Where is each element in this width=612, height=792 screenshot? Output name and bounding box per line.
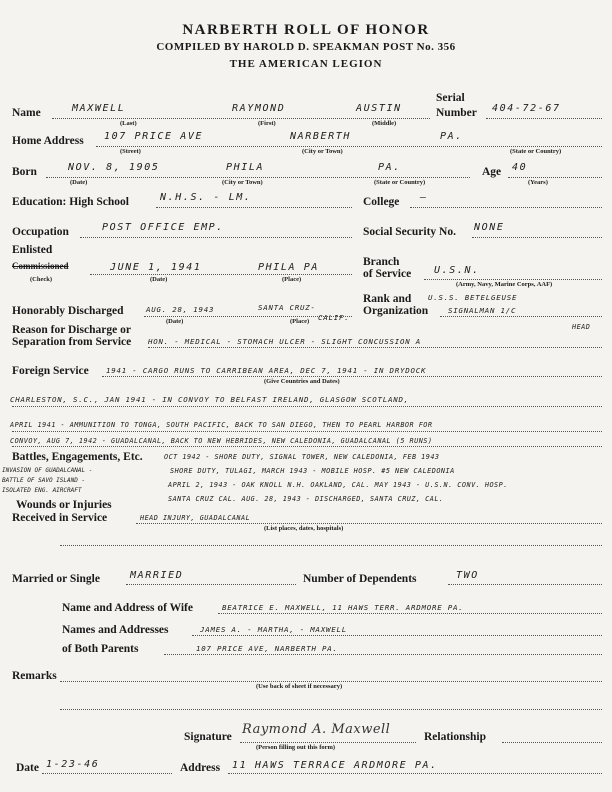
caption-discharged-place: (Place)	[290, 318, 310, 325]
caption-first: (First)	[258, 120, 276, 127]
form-title: NARBERTH ROLL OF HONOR	[182, 22, 430, 38]
enlisted-label: Enlisted	[12, 244, 53, 256]
parents-line-2	[164, 654, 602, 655]
foreign-service-label: Foreign Service	[12, 365, 89, 377]
caption-city: (City or Town)	[302, 148, 343, 155]
born-state-value: PA.	[378, 162, 401, 173]
battles-label: Battles, Engagements, Etc.	[12, 451, 143, 463]
caption-middle: (Middle)	[372, 120, 397, 127]
foreign-line-3	[12, 431, 602, 432]
address-value: 11 HAWS TERRACE ARDMORE PA.	[232, 760, 438, 771]
caption-use-back: (Use back of sheet if necessary)	[256, 683, 343, 690]
born-city-value: PHILA	[226, 162, 265, 173]
parents-line-1	[192, 635, 602, 636]
caption-enlisted-place: (Place)	[282, 276, 302, 283]
wife-label: Name and Address of Wife	[62, 602, 193, 614]
both-parents-label: of Both Parents	[62, 643, 139, 655]
college-value: —	[420, 192, 428, 203]
high-school-value: N.H.S. - LM.	[160, 192, 252, 203]
battles-value-4: SANTA CRUZ CAL. AUG. 28, 1943 - DISCHARGED, SANTA CRUZ, CAL.	[168, 495, 444, 503]
branch-value: U.S.N.	[434, 265, 480, 276]
caption-state: (State or Country)	[510, 148, 562, 155]
caption-born-city: (City or Town)	[222, 179, 263, 186]
caption-branch: (Army, Navy, Marine Corps, AAF)	[456, 281, 553, 288]
name-label: Name	[12, 107, 41, 119]
caption-born-date: (Date)	[70, 179, 88, 186]
number-label: Number	[436, 107, 477, 119]
battles-side-value-1: INVASION OF GUADALCANAL -	[2, 467, 93, 474]
born-line	[46, 177, 470, 178]
ssn-line	[472, 237, 602, 238]
home-address-label: Home Address	[12, 135, 84, 147]
occupation-line	[80, 237, 352, 238]
battles-side-value-2: BATTLE OF SAVO ISLAND -	[2, 477, 86, 484]
battles-value-3: APRIL 2, 1943 - OAK KNOLL N.H. OAKLAND, CAL. MAY 1943 - U.S.N. CONV. HOSP.	[168, 481, 508, 489]
discharged-date-value: AUG. 28, 1943	[146, 305, 215, 314]
foreign-value-1: 1941 - CARGO RUNS TO CARRIBEAN AREA, DEC 7, 1941 - IN DRYDOCK	[106, 366, 427, 375]
signature-line	[240, 742, 416, 743]
remarks-line-1	[60, 681, 602, 682]
wounds-line-2	[60, 545, 602, 546]
college-label: College	[363, 196, 400, 208]
first-name-value: RAYMOND	[232, 103, 286, 114]
caption-discharged-date: (Date)	[166, 318, 184, 325]
date-label: Date	[16, 762, 39, 774]
caption-enlisted-date: (Date)	[150, 276, 168, 283]
foreign-line-2	[12, 406, 602, 407]
ship-value: U.S.S. BETELGEUSE	[428, 293, 518, 302]
state-value: PA.	[440, 131, 463, 142]
city-value: NARBERTH	[290, 131, 351, 142]
dependents-value: TWO	[456, 570, 479, 581]
home-address-line	[96, 146, 602, 147]
wife-line	[218, 613, 602, 614]
reason-head-value: HEAD	[572, 323, 591, 331]
occupation-label: Occupation	[12, 226, 69, 238]
education-label: Education: High School	[12, 196, 129, 208]
date-value: 1-23-46	[46, 759, 100, 770]
serial-number-value: 404-72-67	[492, 103, 561, 114]
foreign-value-3: APRIL 1941 - AMMUNITION TO TONGA, SOUTH PACIFIC, BACK TO SAN DIEGO, THEN TO PEARL HARBOR FOR	[10, 421, 433, 429]
parents-value-1: JAMES A. - MARTHA, - MAXWELL	[200, 625, 347, 634]
received-label: Received in Service	[12, 512, 108, 524]
organization-label: Organization	[363, 305, 429, 317]
separation-label: Separation from Service	[12, 336, 132, 348]
caption-list-places: (List places, dates, hospitals)	[264, 525, 344, 532]
rank-and-label: Rank and	[363, 293, 412, 305]
branch-line	[424, 279, 602, 280]
wounds-value: HEAD INJURY, GUADALCANAL	[140, 514, 251, 522]
discharged-place-value-2: CALIF.	[318, 313, 350, 322]
high-school-line	[156, 207, 352, 208]
remarks-line-2	[60, 709, 602, 710]
parents-label: Names and Addresses	[62, 624, 169, 636]
name-line	[52, 118, 430, 119]
parents-value-2: 107 PRICE AVE, NARBERTH PA.	[196, 644, 338, 653]
caption-last: (Last)	[120, 120, 137, 127]
enlisted-line	[90, 274, 352, 275]
remarks-label: Remarks	[12, 670, 57, 682]
street-value: 107 PRICE AVE	[104, 131, 204, 142]
caption-born-state: (State or Country)	[374, 179, 426, 186]
dependents-label: Number of Dependents	[303, 573, 417, 585]
caption-street: (Street)	[120, 148, 141, 155]
enlisted-place-value: PHILA PA	[258, 262, 319, 273]
foreign-value-4: CONVOY, AUG 7, 1942 - GUADALCANAL, BACK TO NEW HEBRIDES, NEW CALEDONIA, GUADALCANAL (5 RUNS)	[10, 437, 433, 445]
reason-label: Reason for Discharge or	[12, 324, 131, 336]
rank-value: SIGNALMAN 1/C	[448, 306, 517, 315]
signature-label: Signature	[184, 731, 232, 743]
serial-line	[486, 118, 602, 119]
reason-line	[148, 347, 602, 348]
rank-line	[440, 316, 602, 317]
signature-image: Raymond A. Maxwell	[242, 722, 391, 737]
battles-value-1: OCT 1942 - SHORE DUTY, SIGNAL TOWER, NEW CALEDONIA, FEB 1943	[164, 453, 440, 461]
born-date-value: NOV. 8, 1905	[68, 162, 160, 173]
married-label: Married or Single	[12, 573, 100, 585]
relationship-line	[502, 742, 602, 743]
serial-label: Serial	[436, 92, 465, 104]
battles-value-2: SHORE DUTY, TULAGI, MARCH 1943 - MOBILE HOSP. #5 NEW CALEDONIA	[170, 467, 455, 475]
commissioned-label: Commissioned	[12, 261, 69, 271]
age-label: Age	[482, 166, 502, 178]
enlisted-date-value: JUNE 1, 1941	[110, 262, 202, 273]
married-value: MARRIED	[130, 570, 184, 581]
reason-value: HON. - MEDICAL - STOMACH ULCER - SLIGHT CONCUSSION A	[148, 337, 421, 346]
born-label: Born	[12, 166, 37, 178]
middle-name-value: AUSTIN	[356, 103, 402, 114]
foreign-line-1	[102, 376, 602, 377]
age-line	[508, 177, 602, 178]
caption-years: (Years)	[528, 179, 548, 186]
date-line	[42, 773, 172, 774]
ssn-value: NONE	[474, 222, 505, 233]
branch-label: Branch	[363, 256, 400, 268]
compiled-by-line: COMPILED BY HAROLD D. SPEAKMAN POST No. 356	[156, 41, 456, 53]
address-label: Address	[180, 762, 221, 774]
discharged-place-value: SANTA CRUZ-	[258, 303, 316, 312]
occupation-value: POST OFFICE EMP.	[102, 222, 224, 233]
caption-person-filling: (Person filling out this form)	[256, 744, 336, 751]
married-line	[126, 584, 296, 585]
foreign-value-2: CHARLESTON, S.C., JAN 1941 - IN CONVOY TO BELFAST IRELAND, GLASGOW SCOTLAND,	[10, 395, 409, 404]
last-name-value: MAXWELL	[72, 103, 126, 114]
dependents-line	[448, 584, 602, 585]
wife-value: BEATRICE E. MAXWELL, 11 HAWS TERR. ARDMORE PA.	[222, 603, 464, 612]
organization-line: THE AMERICAN LEGION	[229, 58, 383, 70]
age-value: 40	[512, 162, 528, 173]
college-line	[410, 207, 602, 208]
address-line	[228, 773, 602, 774]
caption-check: (Check)	[30, 276, 53, 283]
wounds-label: Wounds or Injuries	[16, 499, 112, 511]
honorably-discharged-label: Honorably Discharged	[12, 305, 124, 317]
battles-side-value-3: ISOLATED ENG. AIRCRAFT	[2, 487, 82, 494]
of-service-label: of Service	[363, 268, 412, 280]
relationship-label: Relationship	[424, 731, 486, 743]
ssn-label: Social Security No.	[363, 226, 456, 238]
caption-countries: (Give Countries and Dates)	[264, 378, 340, 385]
